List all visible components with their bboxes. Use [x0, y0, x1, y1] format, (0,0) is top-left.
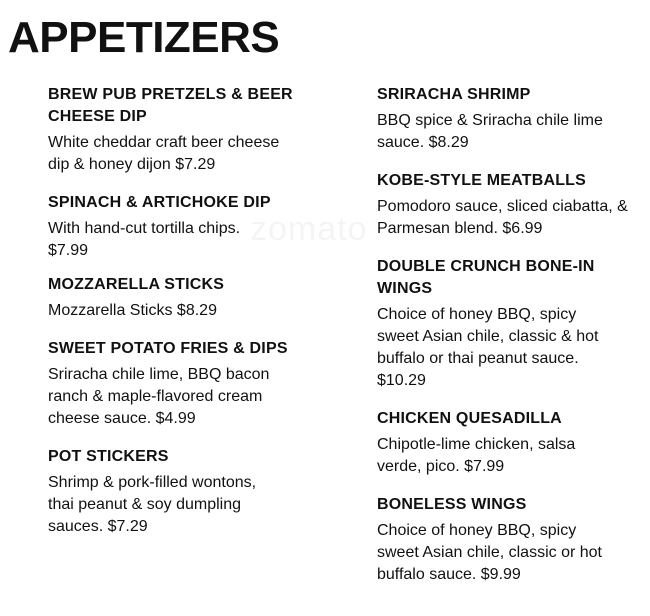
- item-description: Chipotle-lime chicken, salsa verde, pico. $7.99: [377, 436, 576, 475]
- menu-item-sweet-potato-fries: [48, 338, 298, 430]
- item-name: SPINACH & ARTICHOKE DIP: [48, 194, 271, 211]
- menu-item-spinach-artichoke-dip: [48, 192, 288, 262]
- item-name: POT STICKERS: [48, 448, 169, 465]
- menu-item-chicken-quesadilla: [377, 408, 617, 478]
- item-description: Choice of honey BBQ, spicy sweet Asian chile, classic or hot buffalo sauce. $9.99: [377, 522, 602, 583]
- item-name: MOZZARELLA STICKS: [48, 276, 225, 293]
- menu-item-pot-stickers: [48, 446, 298, 538]
- item-description: Mozzarella Sticks $8.29: [48, 302, 217, 319]
- item-name: SWEET POTATO FRIES & DIPS: [48, 340, 288, 357]
- menu-item-kobe-style-meatballs: [377, 170, 632, 240]
- item-name: BONELESS WINGS: [377, 496, 527, 513]
- item-name: BREW PUB PRETZELS & BEER CHEESE DIP: [48, 86, 293, 125]
- item-name: DOUBLE CRUNCH BONE-IN WINGS: [377, 258, 595, 297]
- menu-item-brew-pub-pretzels: [48, 84, 298, 176]
- item-description: BBQ spice & Sriracha chile lime sauce. $8.29: [377, 112, 603, 151]
- item-description: Shrimp & pork-filled wontons, thai peanut & soy dumpling sauces. $7.29: [48, 474, 257, 535]
- menu-item-boneless-wings: [377, 494, 622, 586]
- item-description: Pomodoro sauce, sliced ciabatta, & Parmesan blend. $6.99: [377, 198, 628, 237]
- item-description: White cheddar craft beer cheese dip & honey dijon $7.29: [48, 134, 280, 173]
- menu-column-left: [48, 84, 308, 538]
- item-description: Choice of honey BBQ, spicy sweet Asian chile, classic & hot buffalo or thai peanut sauce. $10.29: [377, 306, 599, 389]
- item-description: With hand-cut tortilla chips. $7.99: [48, 220, 241, 259]
- menu-item-double-crunch-wings: [377, 256, 617, 392]
- menu-column-right: [377, 84, 637, 586]
- item-description: Sriracha chile lime, BBQ bacon ranch & maple-flavored cream cheese sauce. $4.99: [48, 366, 270, 427]
- item-name: KOBE-STYLE MEATBALLS: [377, 172, 587, 189]
- menu-item-sriracha-shrimp: [377, 84, 629, 154]
- item-name: SRIRACHA SHRIMP: [377, 86, 531, 103]
- menu-item-mozzarella-sticks: [48, 274, 298, 322]
- item-name: CHICKEN QUESADILLA: [377, 410, 562, 427]
- menu-section-title: APPETIZERS: [8, 13, 280, 62]
